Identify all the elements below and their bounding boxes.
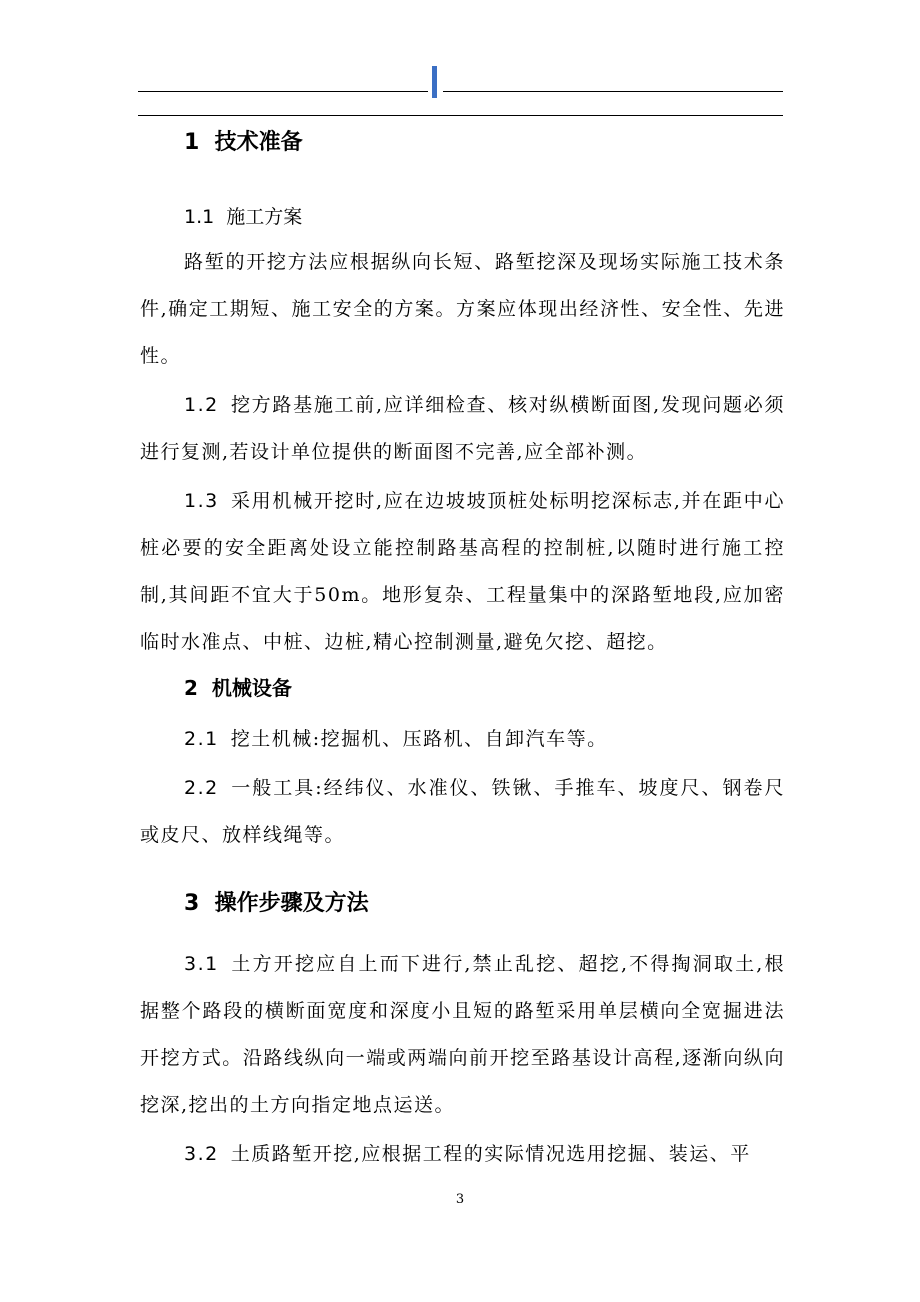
paragraph-1-3: 1.3 采用机械开挖时,应在边坡坡顶桩处标明挖深标志,并在距中心桩必要的安全距离处设立能控制路基高程的控制桩,以随时进行施工控制,其间距不宜大于50m。地形复杂、工程量集中的深路堑地段,应加密临时水准点、中桩、边桩,精心控制测量,避免欠挖、超挖。 (140, 490, 785, 653)
paragraph-1-2: 1.2 挖方路基施工前,应详细检查、核对纵横断面图,发现问题必须进行复测,若设计单位提供的断面图不完善,应全部补测。 (140, 394, 785, 463)
paragraph-3-1: 3.1 土方开挖应自上而下进行,禁止乱挖、超挖,不得掏洞取土,根据整个路段的横断面宽度和深度小且短的路堑采用单层横向全宽掘进法开挖方式。沿路线纵向一端或两端向前开挖至路基设计高程,逐渐向纵向挖深,挖出的土方向指定地点运送。 (140, 953, 785, 1116)
header-line-bottom (138, 115, 783, 116)
header-rule (138, 63, 783, 123)
paragraph-2-2: 2.2 一般工具:经纬仪、水准仪、铁锹、手推车、坡度尺、钢卷尺或皮尺、放样线绳等。 (140, 777, 785, 846)
header-line-left (138, 91, 428, 92)
subheading-1-1: 1.1 施工方案 (184, 206, 303, 228)
paragraph-1-1: 路堑的开挖方法应根据纵向长短、路堑挖深及现场实际施工技术条件,确定工期短、施工安全的方案。方案应体现出经济性、安全性、先进性。 (140, 251, 785, 367)
paragraph-3-2: 3.2 土质路堑开挖,应根据工程的实际情况选用挖掘、装运、平 (184, 1143, 751, 1165)
page-number: 3 (455, 1192, 465, 1207)
header-accent-bar (432, 66, 437, 98)
paragraph-2-1: 2.1 挖土机械:挖掘机、压路机、自卸汽车等。 (184, 728, 608, 750)
section-heading-3: 3 操作步骤及方法 (184, 891, 369, 916)
section-heading-2: 2 机械设备 (184, 676, 292, 700)
section-heading-1: 1 技术准备 (184, 130, 303, 155)
document-body (140, 124, 785, 1178)
header-line-right (443, 91, 783, 92)
